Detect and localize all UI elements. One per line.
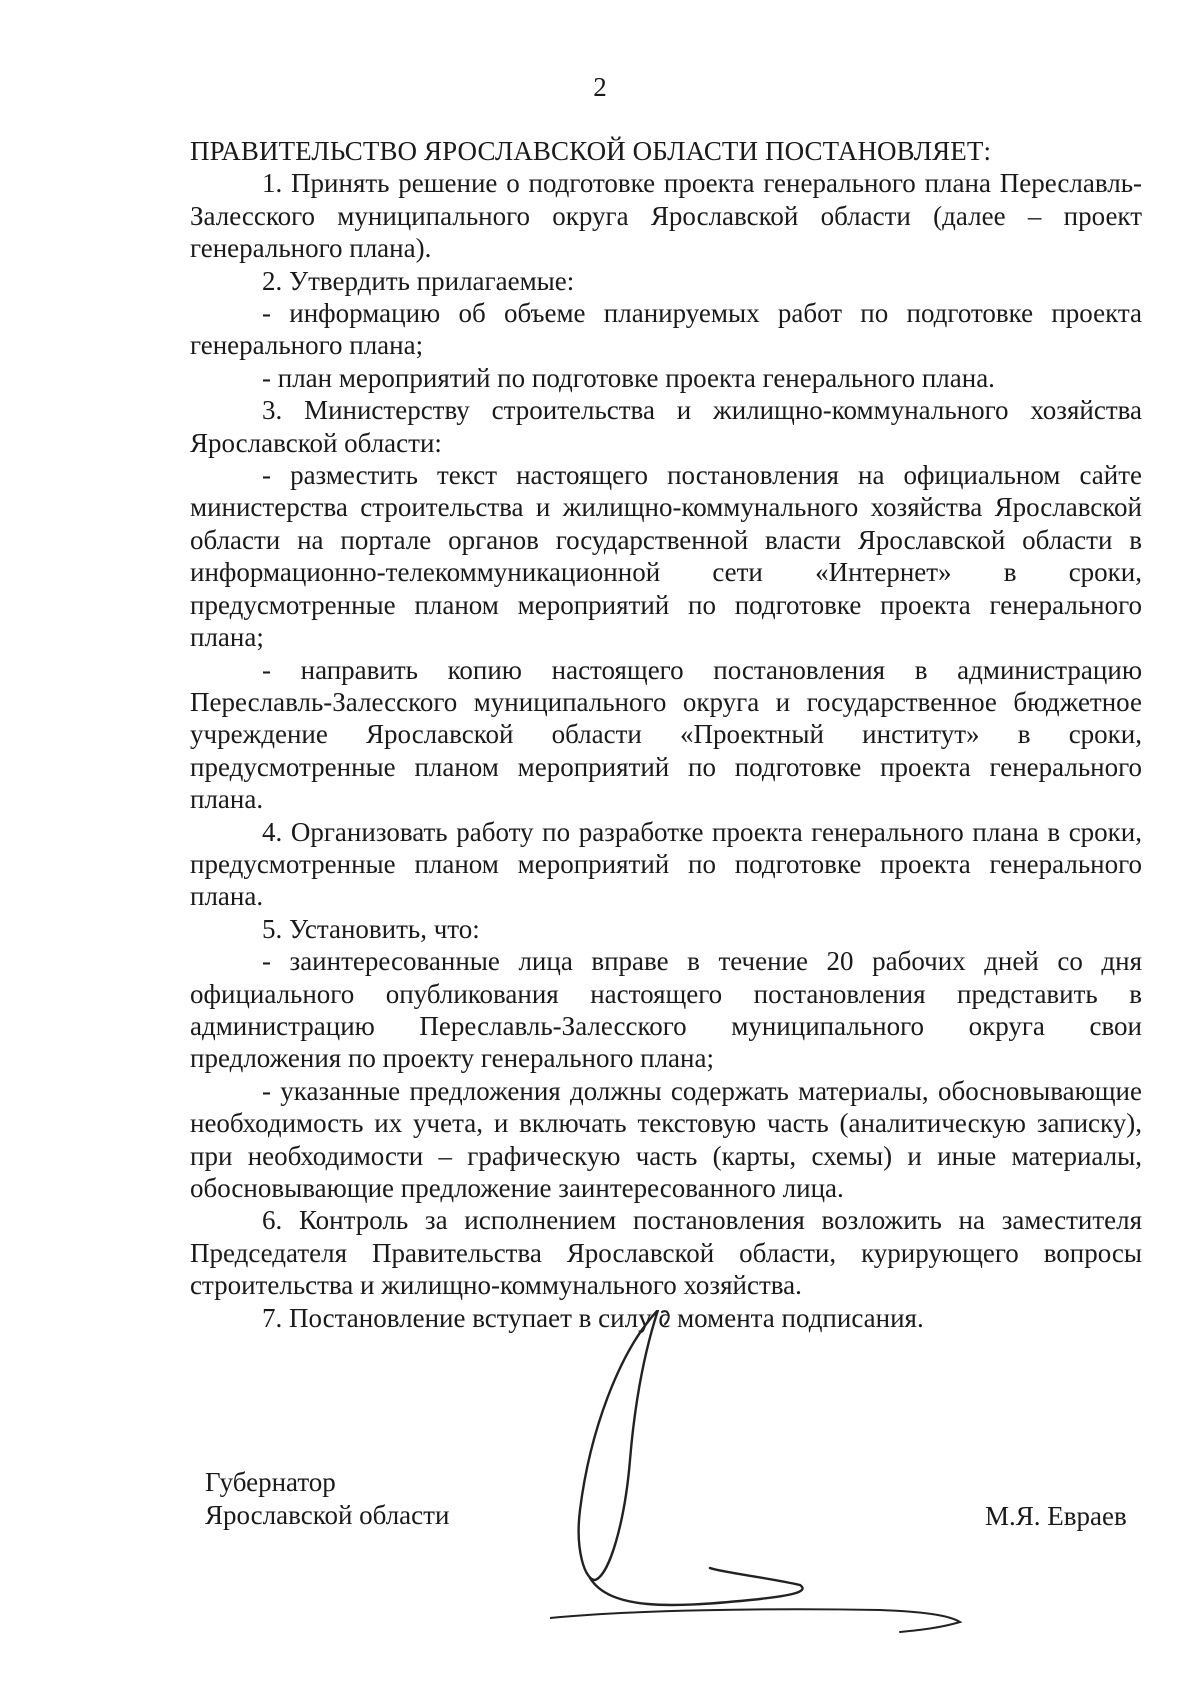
- paragraph-5-item-2: - указанные предложения должны содержать материалы, обосновывающие необходимость их учета, и включать текстовую часть (аналитическую записку), при необходимости – графическую часть (карты, схемы) и иные материалы, обосновывающие предложение заинтересованного лица.: [190, 1075, 1142, 1203]
- paragraph-5-item-1: - заинтересованные лица вправе в течение 20 рабочих дней со дня официального опубликования настоящего постановления представить в администрацию Переславль-Залесского муниципального округа свои предложения по проекту генерального плана;: [190, 946, 1142, 1074]
- signer-position-line-2: Ярославской области: [205, 1500, 450, 1530]
- handwritten-signature: [550, 1310, 1030, 1640]
- paragraph-2: 2. Утвердить прилагаемые:: [262, 265, 575, 296]
- paragraph-7: 7. Постановление вступает в силу с момента подписания.: [262, 1302, 924, 1333]
- paragraph-6: 6. Контроль за исполнением постановления возложить на заместителя Председателя Правительства Ярославской области, курирующего вопросы строительства и жилищно-коммунального хозяйства.: [190, 1205, 1142, 1301]
- signer-position-line-1: Губернатор: [205, 1467, 336, 1497]
- paragraph-3: 3. Министерству строительства и жилищно-коммунального хозяйства Ярославской области:: [190, 395, 1142, 458]
- page-number: 2: [593, 72, 607, 102]
- paragraph-2-item-2: - план мероприятий по подготовке проекта генерального плана.: [262, 362, 995, 393]
- document-body: [190, 135, 1142, 1334]
- paragraph-2-item-1: - информацию об объеме планируемых работ по подготовке проекта генерального плана;: [190, 298, 1142, 361]
- paragraph-5: 5. Установить, что:: [262, 913, 480, 944]
- signer-name: М.Я. Евраев: [985, 1501, 1127, 1531]
- paragraph-3-item-1: - разместить текст настоящего постановления на официальном сайте министерства строительства и жилищно-коммунального хозяйства Ярославской области на портале органов государственной власти Ярославской области в информационно-телекоммуникационной сети «Интернет» в сроки, предусмотренные планом мероприятий по подготовке проекта генерального плана;: [190, 460, 1142, 653]
- signer-position: [205, 1466, 449, 1532]
- paragraph-1: 1. Принять решение о подготовке проекта генерального плана Переславль-Залесского муниципального округа Ярославской области (далее – проект генерального плана).: [190, 168, 1142, 264]
- document-heading: ПРАВИТЕЛЬСТВО ЯРОСЛАВСКОЙ ОБЛАСТИ ПОСТАНОВЛЯЕТ:: [190, 136, 992, 166]
- paragraph-4: 4. Организовать работу по разработке проекта генерального плана в сроки, предусмотренные планом мероприятий по подготовке проекта генерального плана.: [190, 816, 1142, 912]
- paragraph-3-item-2: - направить копию настоящего постановления в администрацию Переславль-Залесского муниципального округа и государственное бюджетное учреждение Ярославской области «Проектный институт» в сроки, предусмотренные планом мероприятий по подготовке проекта генерального плана.: [190, 654, 1142, 815]
